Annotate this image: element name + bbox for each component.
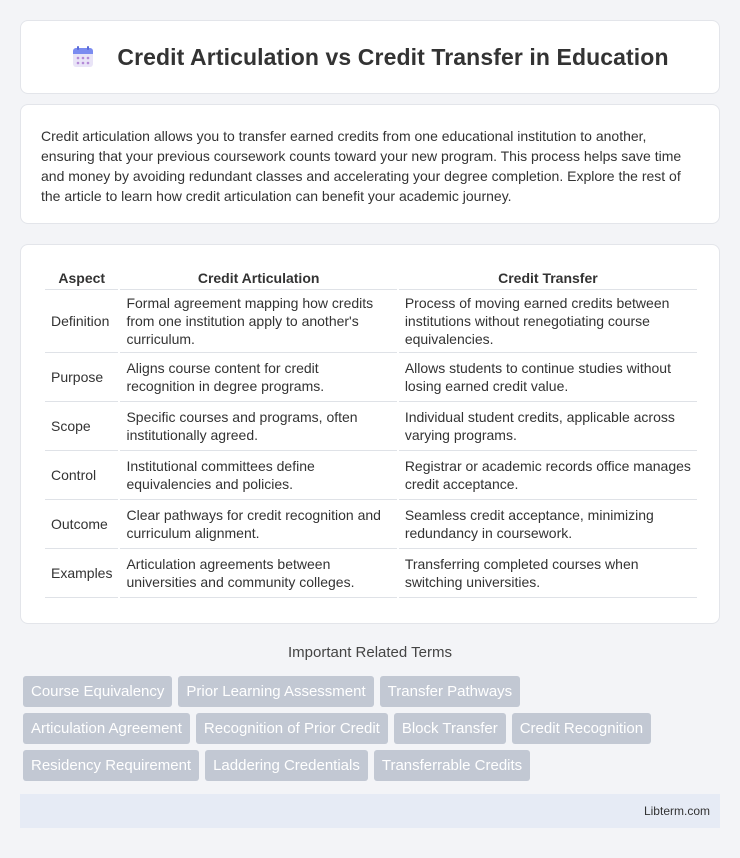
tag-residency-requirement[interactable]: Residency Requirement bbox=[23, 750, 199, 781]
tag-row bbox=[23, 676, 723, 707]
header-credit-transfer: Credit Transfer bbox=[399, 266, 697, 290]
table-row bbox=[45, 500, 697, 549]
related-terms-heading: Important Related Terms bbox=[288, 644, 452, 661]
comparison-table-card bbox=[20, 244, 720, 624]
calendar-icon bbox=[71, 45, 95, 69]
cell-aspect: Purpose bbox=[45, 353, 118, 402]
cell-articulation: Articulation agreements between universities and community colleges. bbox=[120, 549, 396, 598]
tag-credit-recognition[interactable]: Credit Recognition bbox=[512, 713, 651, 744]
tag-course-equivalency[interactable]: Course Equivalency bbox=[23, 676, 172, 707]
cell-aspect: Examples bbox=[45, 549, 118, 598]
tag-recognition-of-prior-credit[interactable]: Recognition of Prior Credit bbox=[196, 713, 388, 744]
related-terms-tags bbox=[23, 676, 723, 787]
cell-transfer: Seamless credit acceptance, minimizing redundancy in coursework. bbox=[399, 500, 697, 549]
cell-aspect: Scope bbox=[45, 402, 118, 451]
page-title: Credit Articulation vs Credit Transfer in Education bbox=[117, 43, 669, 70]
header-credit-articulation: Credit Articulation bbox=[120, 266, 396, 290]
comparison-table bbox=[43, 266, 699, 598]
tag-prior-learning-assessment[interactable]: Prior Learning Assessment bbox=[178, 676, 373, 707]
tag-articulation-agreement[interactable]: Articulation Agreement bbox=[23, 713, 190, 744]
cell-transfer: Registrar or academic records office manages credit acceptance. bbox=[399, 451, 697, 500]
intro-paragraph: Credit articulation allows you to transfer earned credits from one educational institution to another, ensuring that your previous coursework counts toward your new program. This process helps save time and money by avoiding redundant classes and accelerating your degree completion. Explore the rest of the article to learn how credit articulation can benefit your academic journey. bbox=[41, 128, 682, 204]
title-card bbox=[20, 20, 720, 94]
tag-row bbox=[23, 750, 723, 781]
cell-transfer: Transferring completed courses when switching universities. bbox=[399, 549, 697, 598]
table-row bbox=[45, 402, 697, 451]
intro-card bbox=[20, 104, 720, 224]
table-header-row bbox=[45, 266, 697, 290]
cell-articulation: Clear pathways for credit recognition and curriculum alignment. bbox=[120, 500, 396, 549]
cell-aspect: Definition bbox=[45, 290, 118, 353]
table-row bbox=[45, 290, 697, 353]
cell-aspect: Control bbox=[45, 451, 118, 500]
cell-articulation: Aligns course content for credit recognition in degree programs. bbox=[120, 353, 396, 402]
tag-transferrable-credits[interactable]: Transferrable Credits bbox=[374, 750, 530, 781]
footer-site-link[interactable]: Libterm.com bbox=[643, 804, 710, 818]
cell-transfer: Individual student credits, applicable across varying programs. bbox=[399, 402, 697, 451]
cell-articulation: Specific courses and programs, often institutionally agreed. bbox=[120, 402, 396, 451]
table-row bbox=[45, 549, 697, 598]
header-aspect: Aspect bbox=[45, 266, 118, 290]
table-row bbox=[45, 353, 697, 402]
table-row bbox=[45, 451, 697, 500]
tag-block-transfer[interactable]: Block Transfer bbox=[394, 713, 506, 744]
cell-transfer: Process of moving earned credits between institutions without renegotiating course equivalencies. bbox=[399, 290, 697, 353]
cell-aspect: Outcome bbox=[45, 500, 118, 549]
tag-row bbox=[23, 713, 723, 744]
footer bbox=[20, 794, 720, 828]
cell-transfer: Allows students to continue studies without losing earned credit value. bbox=[399, 353, 697, 402]
cell-articulation: Formal agreement mapping how credits from one institution apply to another's curriculum. bbox=[120, 290, 396, 353]
tag-transfer-pathways[interactable]: Transfer Pathways bbox=[380, 676, 521, 707]
cell-articulation: Institutional committees define equivalencies and policies. bbox=[120, 451, 396, 500]
tag-laddering-credentials[interactable]: Laddering Credentials bbox=[205, 750, 368, 781]
